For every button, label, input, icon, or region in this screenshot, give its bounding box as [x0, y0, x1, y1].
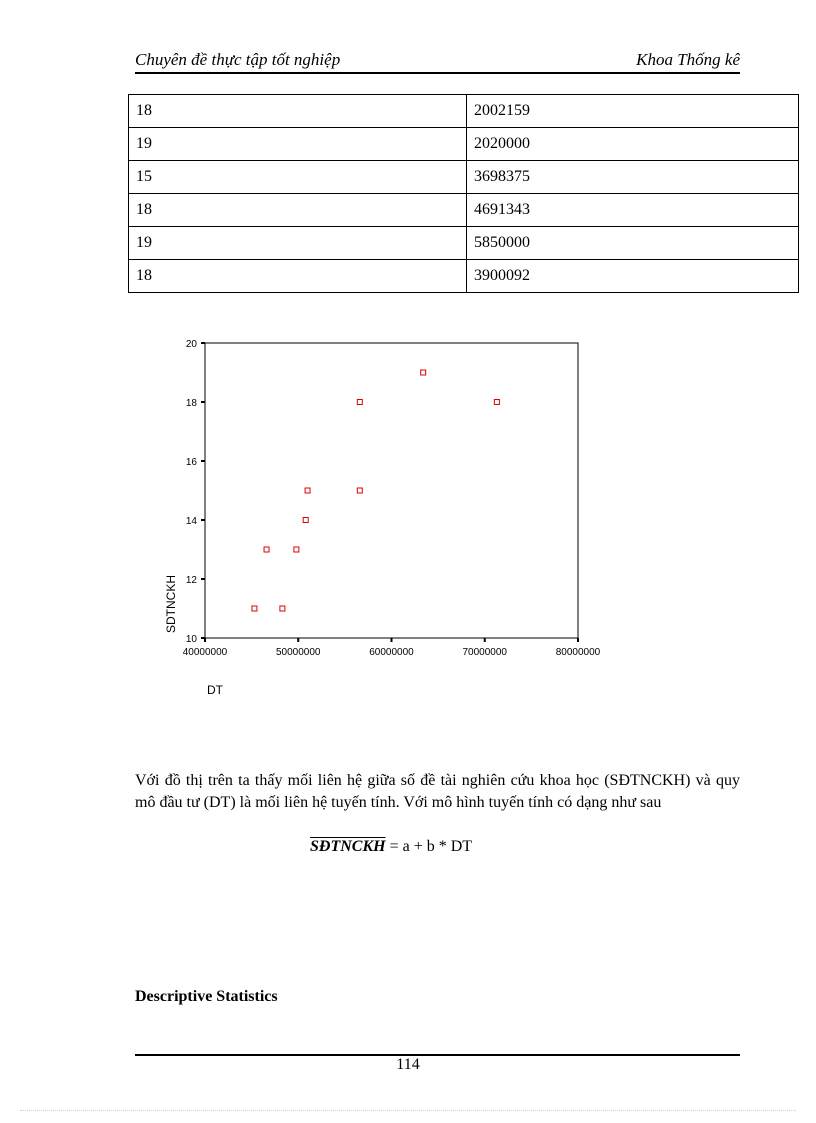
- table-row: [129, 194, 799, 227]
- y-axis-label: SDTNCKH: [164, 574, 178, 633]
- scatter-point: [264, 547, 269, 552]
- x-tick-label: 70000000: [462, 647, 507, 658]
- table-cell-dt: 3698375: [467, 161, 799, 194]
- page-bottom-dotted-rule: [20, 1110, 796, 1111]
- table-cell-sdtnckh: 18: [129, 194, 467, 227]
- header-right-title: Khoa Thống kê: [636, 50, 740, 69]
- x-axis: [183, 638, 601, 658]
- scatter-chart: [160, 330, 620, 700]
- page-header: [135, 48, 740, 74]
- scatter-point: [357, 400, 362, 405]
- scatter-point: [294, 547, 299, 552]
- table-cell-dt: 5850000: [467, 227, 799, 260]
- table-cell-sdtnckh: 15: [129, 161, 467, 194]
- data-points: [252, 370, 499, 611]
- x-axis-label: DT: [207, 683, 223, 697]
- x-tick-label: 80000000: [555, 647, 601, 658]
- x-tick-label: 40000000: [182, 647, 228, 658]
- table-cell-sdtnckh: 18: [129, 95, 467, 128]
- table-cell-dt: 2002159: [467, 95, 799, 128]
- x-tick-label: 60000000: [369, 647, 414, 658]
- table-cell-sdtnckh: 18: [129, 260, 467, 293]
- scatter-point: [252, 606, 257, 611]
- y-tick-label: 10: [185, 634, 197, 645]
- header-left-title: Chuyên đề thực tập tốt nghiệp: [135, 50, 341, 69]
- table-row: [129, 128, 799, 161]
- table-cell-dt: 2020000: [467, 128, 799, 161]
- table-row: [129, 260, 799, 293]
- y-tick-label: 16: [185, 457, 197, 468]
- table-row: [129, 227, 799, 260]
- y-axis: [186, 339, 205, 645]
- y-tick-label: 18: [185, 398, 197, 409]
- regression-formula: [310, 838, 472, 856]
- scatter-point: [357, 488, 362, 493]
- page-number: 114: [396, 1056, 420, 1073]
- data-table: [128, 94, 799, 293]
- formula-variable: SĐTNCKH: [310, 838, 386, 855]
- plot-area: [205, 343, 578, 638]
- scatter-point: [305, 488, 310, 493]
- scatter-point: [421, 370, 426, 375]
- y-tick-label: 14: [185, 516, 197, 527]
- table-row: [129, 95, 799, 128]
- table-cell-dt: 3900092: [467, 260, 799, 293]
- table-cell-dt: 4691343: [467, 194, 799, 227]
- y-tick-label: 12: [185, 575, 197, 586]
- scatter-point: [280, 606, 285, 611]
- table-cell-sdtnckh: 19: [129, 128, 467, 161]
- table-row: [129, 161, 799, 194]
- x-tick-label: 50000000: [276, 647, 321, 658]
- formula-expression: = a + b * DT: [385, 838, 473, 855]
- scatter-point: [303, 518, 308, 523]
- body-paragraph: Với đồ thị trên ta thấy mối liên hệ giữa số đề tài nghiên cứu khoa học (SĐTNCKH) và quy mô đầu tư (DT) là mối liên hệ tuyến tính. Với mô hình tuyến tính có dạng như sau: [135, 772, 740, 811]
- section-heading: Descriptive Statistics: [135, 988, 278, 1005]
- scatter-point: [494, 400, 499, 405]
- table-cell-sdtnckh: 19: [129, 227, 467, 260]
- y-tick-label: 20: [185, 339, 197, 350]
